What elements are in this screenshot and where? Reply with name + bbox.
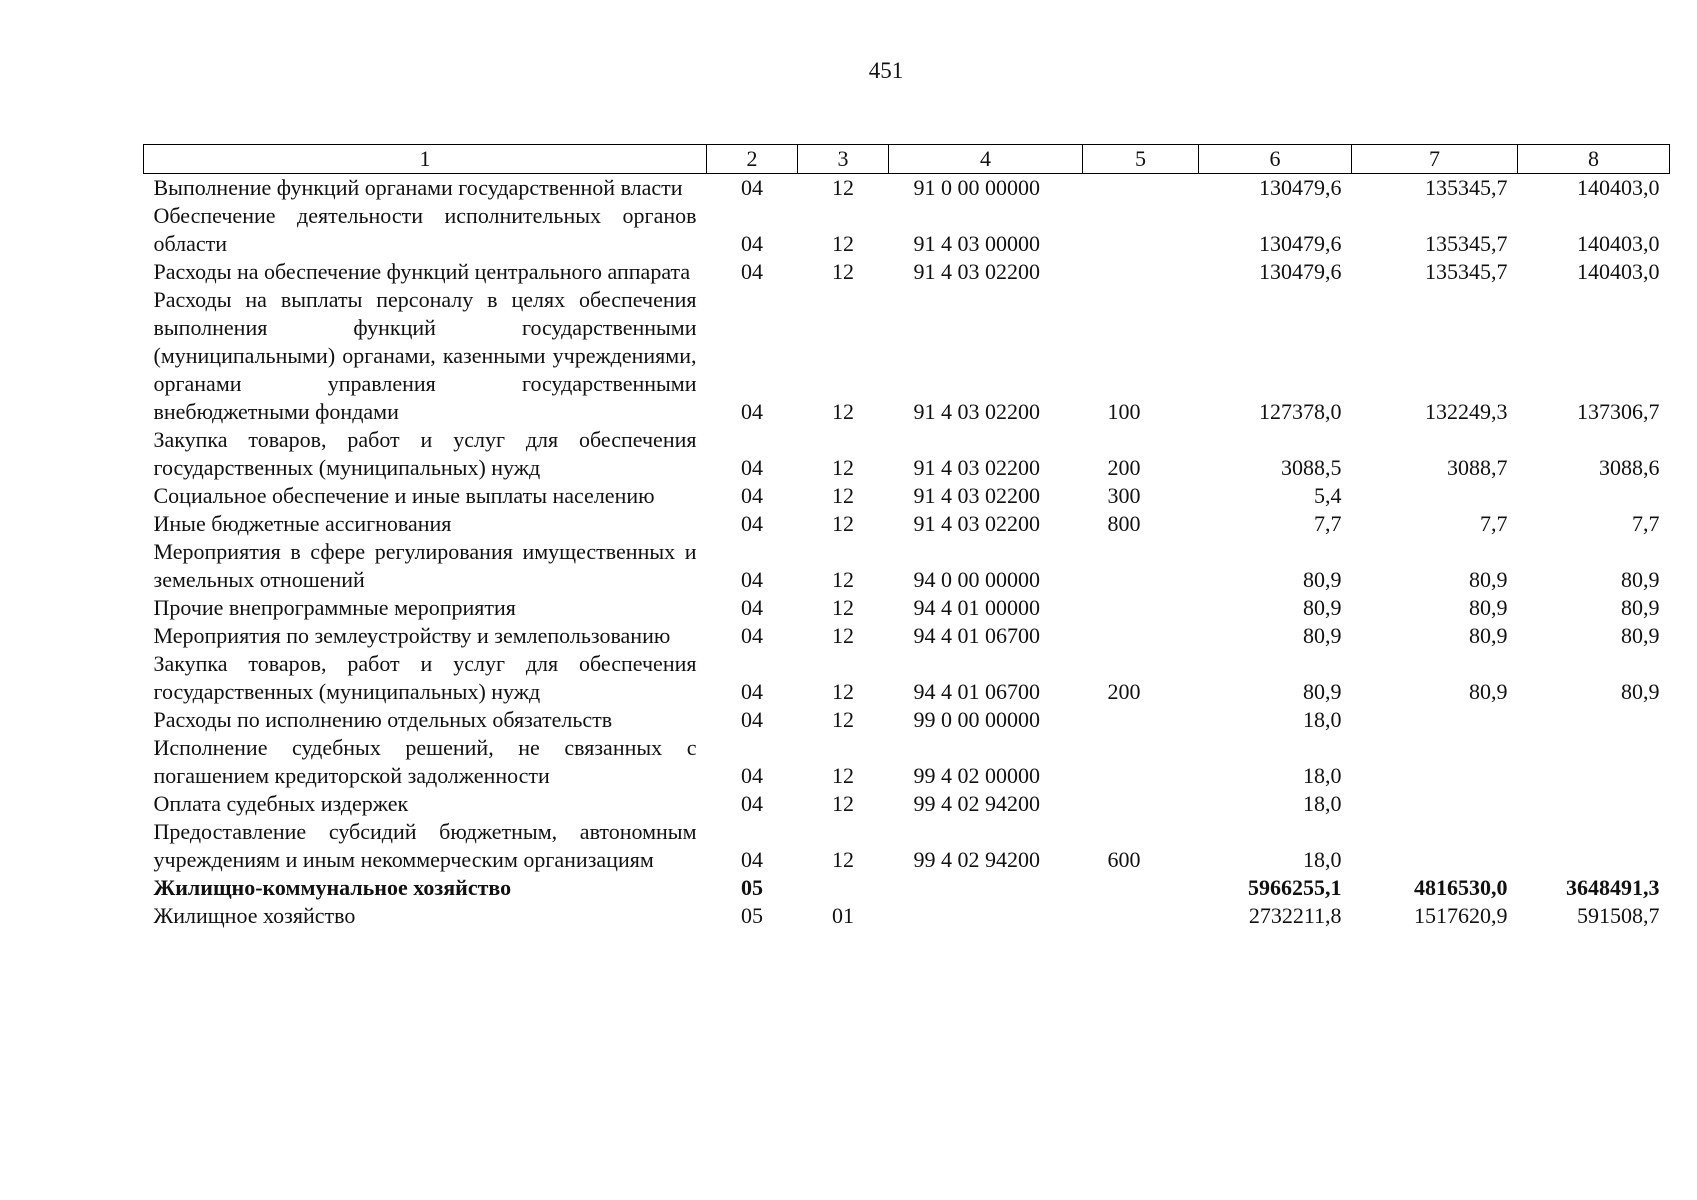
header-cell: 7	[1352, 145, 1518, 174]
target-article-code: 91 4 03 02200	[913, 259, 1040, 284]
amount-col-6: 5,4	[1314, 483, 1342, 508]
header-cell: 8	[1518, 145, 1670, 174]
amount-col-8: 140403,0	[1577, 175, 1660, 200]
header-cell: 5	[1083, 145, 1199, 174]
table-row	[144, 538, 1670, 594]
table-row	[144, 650, 1670, 706]
expense-type-code	[1083, 594, 1199, 622]
amount-col-6: 80,9	[1303, 567, 1342, 592]
target-article-code: 99 4 02 00000	[913, 763, 1040, 788]
table-row	[144, 286, 1670, 426]
subsection-code: 12	[832, 483, 854, 508]
table-row	[144, 482, 1670, 510]
expense-type-code	[1083, 622, 1199, 650]
expense-type-code	[1083, 538, 1199, 594]
expense-type-code: 600	[1107, 847, 1141, 872]
section-code: 04	[741, 231, 763, 256]
amount-col-7: 7,7	[1480, 511, 1508, 536]
row-description: Обеспечение деятельности исполнительных органов области	[153, 203, 697, 256]
amount-col-8: 7,7	[1632, 511, 1660, 536]
expense-type-code	[1083, 706, 1199, 734]
amount-col-8: 140403,0	[1577, 259, 1660, 284]
amount-col-6: 18,0	[1303, 847, 1342, 872]
table-row	[144, 874, 1670, 902]
subsection-code: 12	[832, 175, 854, 200]
amount-col-7: 1517620,9	[1414, 903, 1508, 928]
amount-col-8: 591508,7	[1577, 903, 1660, 928]
expense-type-code: 300	[1107, 483, 1141, 508]
subsection-code: 12	[832, 679, 854, 704]
section-code: 04	[741, 567, 763, 592]
expense-type-code: 800	[1107, 511, 1141, 536]
target-article-code: 99 0 00 00000	[913, 707, 1040, 732]
target-article-code: 99 4 02 94200	[913, 791, 1040, 816]
header-cell: 2	[707, 145, 798, 174]
amount-col-7: 80,9	[1469, 595, 1508, 620]
row-description: Иные бюджетные ассигнования	[153, 511, 452, 536]
amount-col-6: 80,9	[1303, 679, 1342, 704]
table-body	[144, 174, 1670, 931]
target-article-code: 94 4 01 06700	[913, 623, 1040, 648]
amount-col-6: 18,0	[1303, 707, 1342, 732]
row-description: Мероприятия в сфере регулирования имущественных и земельных отношений	[153, 539, 697, 592]
section-code: 04	[741, 175, 763, 200]
expense-type-code	[1083, 902, 1199, 930]
expense-type-code	[1083, 734, 1199, 790]
amount-col-6: 5966255,1	[1248, 875, 1342, 900]
amount-col-6: 2732211,8	[1248, 903, 1342, 928]
budget-table	[143, 144, 1670, 930]
header-cell: 6	[1199, 145, 1352, 174]
section-code: 04	[741, 259, 763, 284]
table-row	[144, 202, 1670, 258]
section-code: 04	[741, 511, 763, 536]
amount-col-8: 80,9	[1621, 623, 1660, 648]
subsection-code: 12	[832, 707, 854, 732]
amount-col-6: 130479,6	[1259, 259, 1342, 284]
table-row	[144, 622, 1670, 650]
header-cell: 3	[798, 145, 889, 174]
header-cell: 4	[889, 145, 1083, 174]
expense-type-code	[1083, 874, 1199, 902]
row-description: Выполнение функций органами государственной власти	[153, 175, 683, 200]
amount-col-6: 18,0	[1303, 763, 1342, 788]
target-article-code: 99 4 02 94200	[913, 847, 1040, 872]
expense-type-code: 200	[1107, 455, 1141, 480]
target-article-code: 94 0 00 00000	[913, 567, 1040, 592]
section-code: 04	[741, 707, 763, 732]
page-number: 451	[868, 58, 904, 83]
row-description: Жилищно-коммунальное хозяйство	[153, 875, 512, 900]
amount-col-7	[1352, 706, 1518, 734]
target-article-code: 91 4 03 02200	[913, 511, 1040, 536]
target-article-code: 91 4 03 00000	[913, 231, 1040, 256]
amount-col-7: 80,9	[1469, 567, 1508, 592]
section-code: 04	[741, 623, 763, 648]
amount-col-7: 4816530,0	[1414, 875, 1508, 900]
table-row	[144, 510, 1670, 538]
section-code: 05	[741, 875, 763, 900]
amount-col-6: 3088,5	[1281, 455, 1342, 480]
amount-col-6: 80,9	[1303, 623, 1342, 648]
amount-col-8	[1518, 706, 1670, 734]
section-code: 04	[741, 483, 763, 508]
target-article-code	[889, 902, 1083, 930]
row-description: Закупка товаров, работ и услуг для обеспечения государственных (муниципальных) нужд	[153, 427, 697, 480]
expense-type-code: 100	[1107, 399, 1141, 424]
table-row	[144, 426, 1670, 482]
amount-col-8	[1518, 482, 1670, 510]
amount-col-7: 80,9	[1469, 679, 1508, 704]
subsection-code: 12	[832, 791, 854, 816]
subsection-code: 12	[832, 231, 854, 256]
row-description: Мероприятия по землеустройству и землепользованию	[153, 623, 671, 648]
expense-type-code	[1083, 790, 1199, 818]
subsection-code: 12	[832, 623, 854, 648]
amount-col-8: 3088,6	[1599, 455, 1660, 480]
section-code: 04	[741, 847, 763, 872]
section-code: 04	[741, 763, 763, 788]
amount-col-6: 130479,6	[1259, 175, 1342, 200]
amount-col-7	[1352, 482, 1518, 510]
target-article-code: 94 4 01 06700	[913, 679, 1040, 704]
section-code: 05	[741, 903, 763, 928]
row-description: Закупка товаров, работ и услуг для обеспечения государственных (муниципальных) нужд	[153, 651, 697, 704]
subsection-code: 12	[832, 763, 854, 788]
subsection-code: 12	[832, 595, 854, 620]
subsection-code: 12	[832, 511, 854, 536]
amount-col-7	[1352, 818, 1518, 874]
amount-col-8: 80,9	[1621, 567, 1660, 592]
amount-col-7	[1352, 790, 1518, 818]
row-description: Расходы на выплаты персоналу в целях обеспечения выполнения функций государственными (муниципальными) органами, казенными учреждениями, органами управления государственными внебюджетными фондами	[153, 287, 697, 424]
target-article-code	[889, 874, 1083, 902]
table-row	[144, 734, 1670, 790]
row-description: Предоставление субсидий бюджетным, автономным учреждениям и иным некоммерческим организациям	[153, 819, 697, 872]
amount-col-8	[1518, 734, 1670, 790]
amount-col-7: 80,9	[1469, 623, 1508, 648]
amount-col-6: 130479,6	[1259, 231, 1342, 256]
amount-col-6: 18,0	[1303, 791, 1342, 816]
target-article-code: 91 4 03 02200	[913, 399, 1040, 424]
target-article-code: 91 4 03 02200	[913, 455, 1040, 480]
amount-col-7: 135345,7	[1425, 231, 1508, 256]
expense-type-code	[1083, 258, 1199, 286]
row-description: Прочие внепрограммные мероприятия	[153, 595, 516, 620]
subsection-code: 12	[832, 399, 854, 424]
expense-type-code	[1083, 174, 1199, 203]
table-row	[144, 818, 1670, 874]
amount-col-6: 7,7	[1314, 511, 1342, 536]
target-article-code: 94 4 01 00000	[913, 595, 1040, 620]
amount-col-6: 80,9	[1303, 595, 1342, 620]
amount-col-7	[1352, 734, 1518, 790]
row-description: Расходы на обеспечение функций центрального аппарата	[153, 259, 691, 284]
table-row	[144, 706, 1670, 734]
amount-col-7: 135345,7	[1425, 259, 1508, 284]
amount-col-7: 132249,3	[1425, 399, 1508, 424]
amount-col-8	[1518, 818, 1670, 874]
table-row	[144, 258, 1670, 286]
amount-col-8: 80,9	[1621, 679, 1660, 704]
amount-col-8: 80,9	[1621, 595, 1660, 620]
subsection-code: 01	[832, 903, 854, 928]
section-code: 04	[741, 595, 763, 620]
row-description: Жилищное хозяйство	[153, 903, 356, 928]
header-row	[144, 145, 1670, 174]
header-cell: 1	[144, 145, 707, 174]
expense-type-code	[1083, 202, 1199, 258]
expense-type-code: 200	[1107, 679, 1141, 704]
row-description: Исполнение судебных решений, не связанных с погашением кредиторской задолженности	[153, 735, 697, 788]
amount-col-8: 140403,0	[1577, 231, 1660, 256]
amount-col-7: 135345,7	[1425, 175, 1508, 200]
section-code: 04	[741, 455, 763, 480]
table-row	[144, 174, 1670, 203]
section-code: 04	[741, 791, 763, 816]
row-description: Расходы по исполнению отдельных обязательств	[153, 707, 613, 732]
table-row	[144, 790, 1670, 818]
subsection-code: 12	[832, 847, 854, 872]
table-row	[144, 594, 1670, 622]
section-code: 04	[741, 399, 763, 424]
amount-col-8: 137306,7	[1577, 399, 1660, 424]
target-article-code: 91 4 03 02200	[913, 483, 1040, 508]
section-code: 04	[741, 679, 763, 704]
amount-col-6: 127378,0	[1259, 399, 1342, 424]
row-description: Социальное обеспечение и иные выплаты населению	[153, 483, 655, 508]
amount-col-8	[1518, 790, 1670, 818]
subsection-code: 12	[832, 567, 854, 592]
amount-col-8: 3648491,3	[1566, 875, 1660, 900]
subsection-code	[798, 874, 889, 902]
table-row	[144, 902, 1670, 930]
target-article-code: 91 0 00 00000	[913, 175, 1040, 200]
subsection-code: 12	[832, 259, 854, 284]
amount-col-7: 3088,7	[1447, 455, 1508, 480]
row-description: Оплата судебных издержек	[153, 791, 409, 816]
subsection-code: 12	[832, 455, 854, 480]
